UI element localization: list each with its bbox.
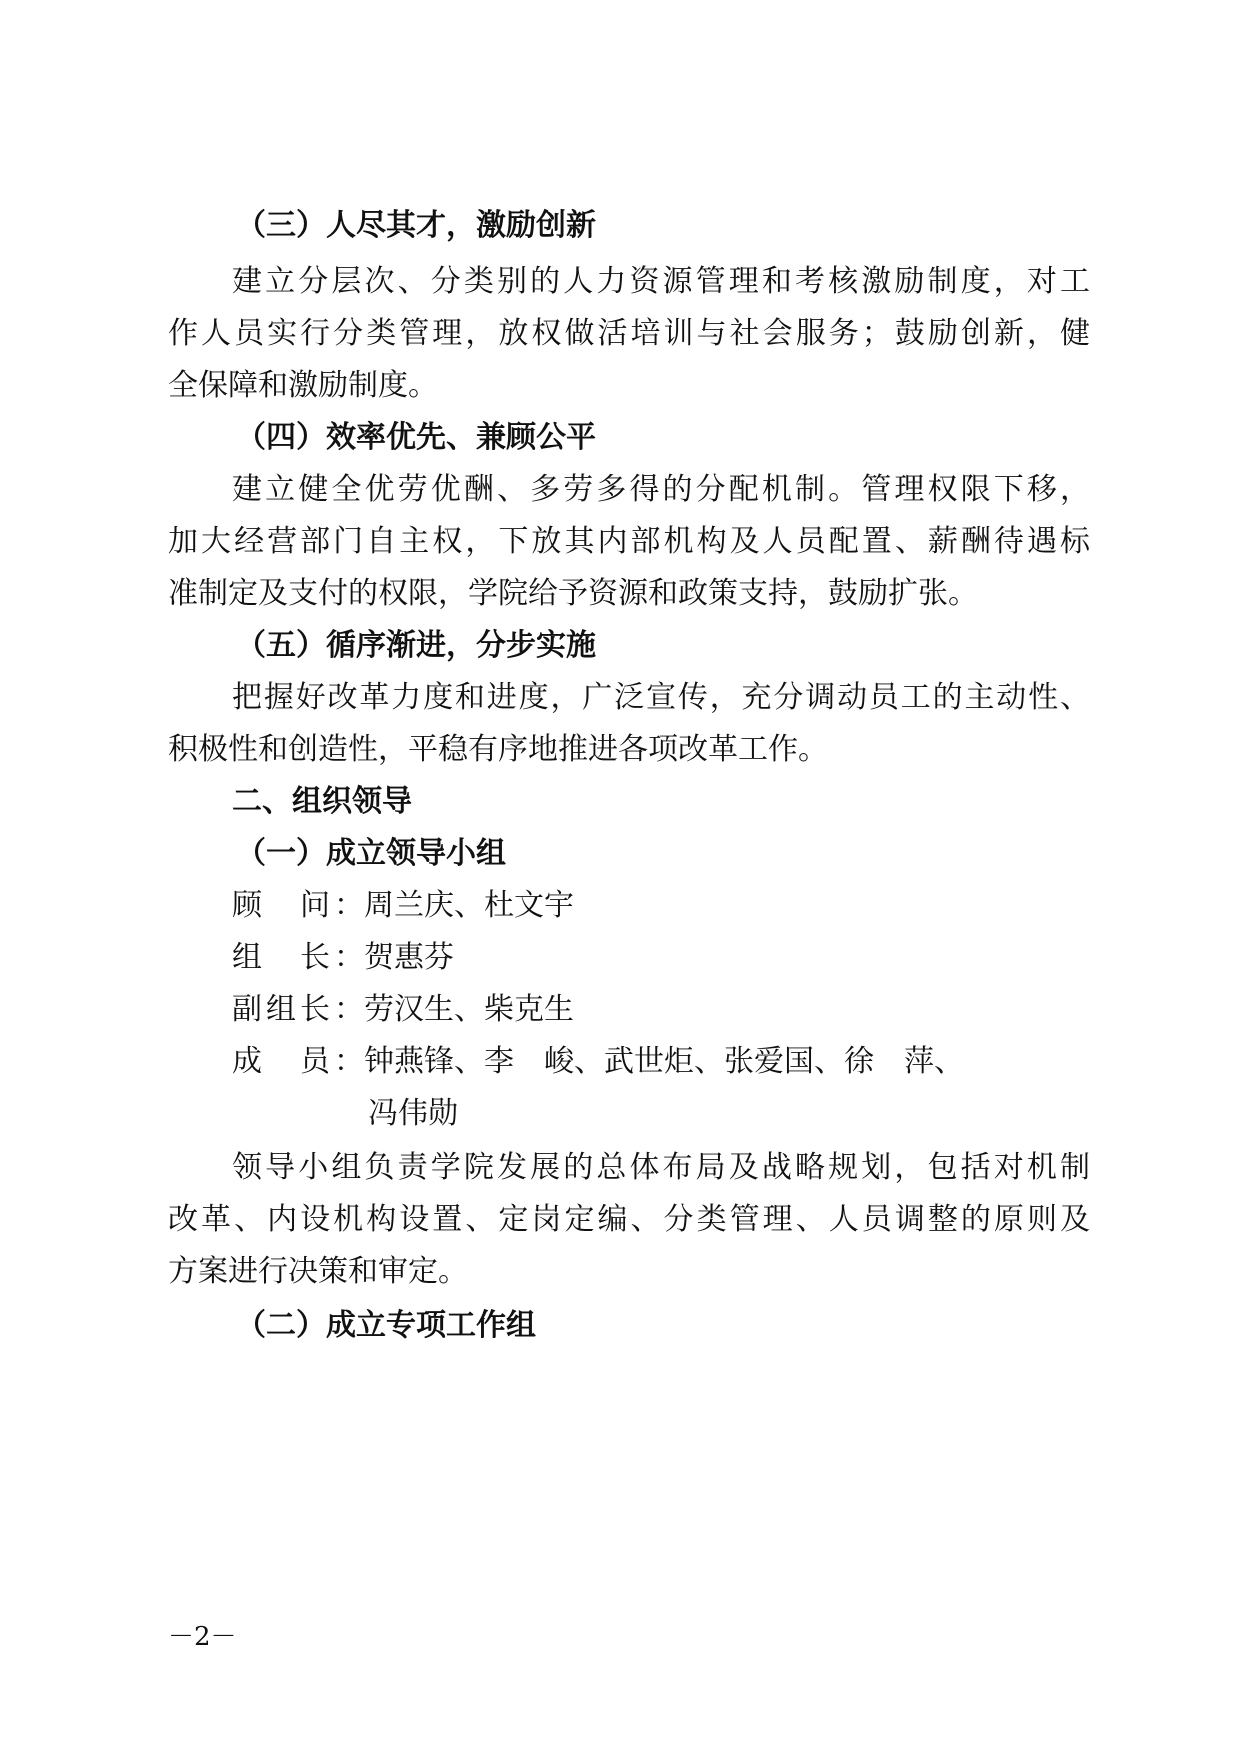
subsection-1-paragraph-line-3: 方案进行决策和审定。	[168, 1254, 468, 1289]
member-role: 组 长：	[232, 940, 364, 975]
member-role: 副组长：	[232, 992, 364, 1027]
member-role: 顾 问：	[232, 888, 364, 923]
member-names: 贺惠芬	[364, 940, 454, 975]
member-names: 钟燕锋、李 峻、武世炬、张爱国、徐 萍、	[364, 1044, 964, 1079]
member-names: 劳汉生、柴克生	[364, 992, 574, 1027]
part-2-title: 二、组织领导	[232, 784, 412, 819]
section-4-paragraph-line-1: 建立健全优劳优酬、多劳多得的分配机制。管理权限下移，	[232, 472, 1090, 507]
subsection-1-paragraph-line-1: 领导小组负责学院发展的总体布局及战略规划，包括对机制	[232, 1150, 1090, 1185]
member-names: 周兰庆、杜文宇	[364, 888, 574, 923]
member-names-continuation: 冯伟勋	[368, 1096, 458, 1131]
section-3-heading: （三）人尽其才，激励创新	[236, 208, 596, 243]
subsection-1-heading: （一）成立领导小组	[236, 836, 506, 871]
section-4-paragraph-line-2: 加大经营部门自主权，下放其内部机构及人员配置、薪酬待遇标	[168, 524, 1090, 559]
member-row-deputy	[232, 990, 574, 1030]
page-number: －2－	[168, 1622, 237, 1652]
section-5-paragraph-line-1: 把握好改革力度和进度，广泛宣传，充分调动员工的主动性、	[232, 680, 1090, 715]
section-3-paragraph-line-1: 建立分层次、分类别的人力资源管理和考核激励制度，对工	[232, 264, 1090, 299]
section-4-paragraph-line-3: 准制定及支付的权限，学院给予资源和政策支持，鼓励扩张。	[168, 576, 978, 611]
section-3-paragraph-line-2: 作人员实行分类管理，放权做活培训与社会服务；鼓励创新，健	[168, 316, 1090, 351]
member-row-leader	[232, 938, 454, 978]
member-role: 成 员：	[232, 1044, 364, 1079]
section-4-heading: （四）效率优先、兼顾公平	[236, 420, 596, 455]
member-row-advisor	[232, 886, 574, 926]
section-5-paragraph-line-2: 积极性和创造性，平稳有序地推进各项改革工作。	[168, 732, 828, 767]
section-5-heading: （五）循序渐进，分步实施	[236, 628, 596, 663]
section-3-paragraph-line-3: 全保障和激励制度。	[168, 368, 438, 403]
subsection-1-paragraph-line-2: 改革、内设机构设置、定岗定编、分类管理、人员调整的原则及	[168, 1202, 1090, 1237]
subsection-2-heading: （二）成立专项工作组	[236, 1308, 536, 1343]
member-row-members	[232, 1042, 964, 1082]
